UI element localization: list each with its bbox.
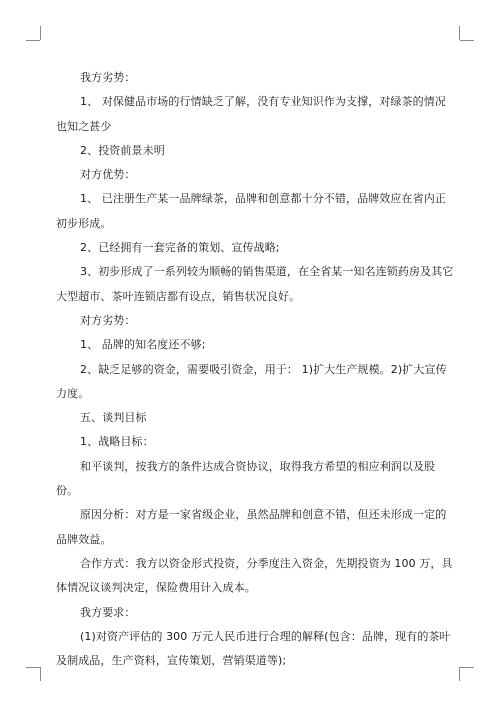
paragraph: 1、 品牌的知名度还不够;	[80, 338, 206, 352]
crop-mark-top-right	[459, 26, 460, 40]
crop-mark-top-left	[40, 26, 41, 40]
paragraph: 1、战略目标：	[80, 435, 154, 449]
crop-mark-bottom-left	[26, 667, 40, 668]
paragraph: 2、已经拥有一套完备的策划、宣传战略;	[80, 241, 280, 255]
paragraph: 对方优势：	[80, 168, 136, 182]
crop-mark-bottom-right	[460, 667, 474, 668]
paragraph: 1、 对保健品市场的行情缺乏了解，没有专业知识作为支撑，对绿茶的情况也知之甚少	[56, 95, 446, 133]
section-heading: 五、谈判目标	[80, 411, 147, 425]
crop-mark-top-left	[26, 40, 40, 41]
paragraph: 2、投资前景未明	[80, 143, 165, 157]
paragraph: 我方劣势：	[80, 71, 136, 84]
crop-mark-bottom-left	[40, 667, 41, 681]
paragraph: 和平谈判，按我方的条件达成合资协议，取得我方希望的相应利润以及股份。	[56, 459, 436, 498]
paragraph: 1、 已注册生产某一品牌绿茶，品牌和创意都十分不错，品牌效应在省内正初步形成。	[56, 192, 446, 230]
document-body	[56, 66, 454, 673]
paragraph: 2、缺乏足够的资金，需要吸引资金，用于： 1)扩大生产规模。2)扩大宣传力度。	[56, 362, 447, 400]
crop-mark-bottom-right	[459, 667, 460, 681]
paragraph: 我方要求：	[80, 605, 136, 619]
paragraph: 原因分析：对方是一家省级企业，虽然品牌和创意不错，但还未形成一定的品牌效益。	[56, 508, 447, 546]
paragraph: 合作方式：我方以资金形式投资，分季度注入资金，先期投资为 100 万，具体情况议谈判决定，保险费用计入成本。	[56, 556, 453, 595]
paragraph: (1)对资产评估的 300 万元人民币进行合理的解释(包含：品牌，现有的茶叶及制成品，生产资料，宣传策划，营销渠道等);	[56, 629, 451, 668]
crop-mark-top-right	[460, 40, 474, 41]
paragraph: 对方劣势：	[80, 313, 136, 327]
paragraph: 3、初步形成了一系列较为顺畅的销售渠道，在全省某一知名连锁药房及其它大型超市、茶叶连锁店都有设点，销售状况良好。	[56, 265, 454, 303]
